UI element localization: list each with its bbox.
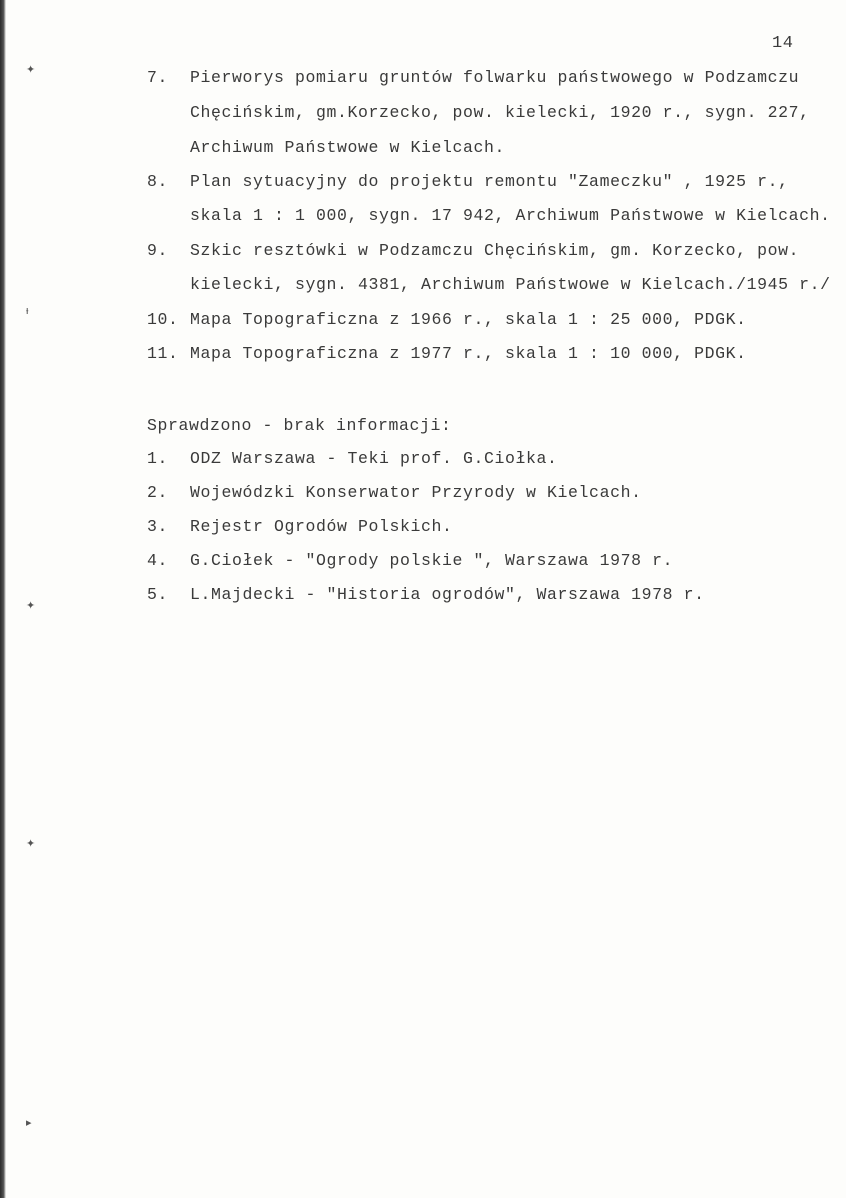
margin-mark-icon: ✦: [26, 599, 36, 612]
item-number: 7.: [147, 68, 169, 87]
list-item: [147, 451, 558, 468]
item-number: 10.: [147, 310, 179, 329]
list-item: [147, 243, 799, 260]
item-number: 1.: [147, 449, 169, 468]
item-text: Pierworys pomiaru gruntów folwarku państwowego w Podzamczu: [190, 68, 800, 87]
item-number: 9.: [147, 241, 169, 260]
list-item: [147, 587, 705, 604]
list-item: [147, 312, 747, 329]
item-text-continuation: kielecki, sygn. 4381, Archiwum Państwowe w Kielcach./1945 r./: [190, 275, 831, 294]
item-text: L.Majdecki - "Historia ogrodów", Warszawa 1978 r.: [190, 585, 705, 604]
item-number: 8.: [147, 172, 169, 191]
item-text-continuation: skala 1 : 1 000, sygn. 17 942, Archiwum Państwowe w Kielcach.: [190, 206, 831, 225]
margin-mark-icon: ✦: [26, 837, 36, 850]
item-number: 5.: [147, 585, 169, 604]
list-item: [147, 519, 453, 536]
item-number: 2.: [147, 483, 169, 502]
margin-mark-icon: ᵼ: [26, 304, 29, 317]
item-number: 4.: [147, 551, 169, 570]
item-text: Szkic resztówki w Podzamczu Chęcińskim, gm. Korzecko, pow.: [190, 241, 800, 260]
item-number: 3.: [147, 517, 169, 536]
margin-mark-icon: ✦: [26, 63, 36, 76]
scan-edge-shadow: [0, 0, 6, 1198]
margin-mark-icon: ▸: [26, 1116, 32, 1129]
list-item: [147, 174, 789, 191]
list-item: [147, 346, 747, 363]
item-text: Rejestr Ogrodów Polskich.: [190, 517, 453, 536]
section-heading: Sprawdzono - brak informacji:: [147, 416, 452, 435]
item-number: 11.: [147, 344, 179, 363]
item-text: Plan sytuacyjny do projektu remontu "Zameczku" , 1925 r.,: [190, 172, 789, 191]
list-item: [147, 485, 642, 502]
item-text: Mapa Topograficzna z 1966 r., skala 1 : 25 000, PDGK.: [190, 310, 747, 329]
item-text-continuation: Archiwum Państwowe w Kielcach.: [190, 138, 506, 157]
list-item: [147, 553, 673, 570]
item-text: Mapa Topograficzna z 1977 r., skala 1 : 10 000, PDGK.: [190, 344, 747, 363]
item-text: G.Ciołek - "Ogrody polskie ", Warszawa 1978 r.: [190, 551, 674, 570]
item-text-continuation: Chęcińskim, gm.Korzecko, pow. kielecki, 1920 r., sygn. 227,: [190, 103, 810, 122]
list-item: [147, 70, 799, 87]
page-number: 14: [772, 34, 794, 53]
item-text: Wojewódzki Konserwator Przyrody w Kielcach.: [190, 483, 642, 502]
item-text: ODZ Warszawa - Teki prof. G.Ciołka.: [190, 449, 558, 468]
